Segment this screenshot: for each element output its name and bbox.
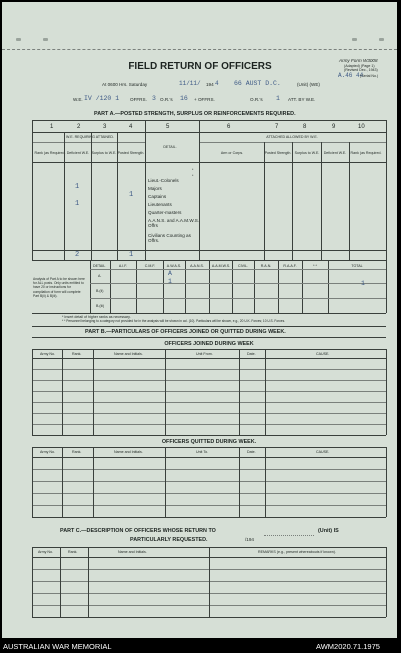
report-year-prefix: 194 (206, 82, 214, 87)
joined-head: Rank. (72, 352, 82, 356)
serial-number-label: (Serial No.) (360, 74, 379, 78)
quitted-title: OFFICERS QUITTED DURING WEEK. (161, 439, 257, 445)
ors2-label: O.R.'s (250, 97, 263, 102)
we-value: IV /120 1 (84, 95, 120, 102)
rank-item: Captains (148, 194, 167, 199)
part-a-heading: PART A.—POSTED STRENGTH, SURPLUS OR REINFORCEMENTS REQUIRED. (94, 111, 296, 117)
analysis-head: A.W.A.S. (166, 264, 182, 268)
analysis-head: DETAIL (93, 264, 106, 268)
quitted-head: Unit To. (196, 450, 209, 454)
deficient-mark: 1 (75, 183, 80, 191)
posted-mark: 1 (129, 191, 134, 199)
part-c-requested: PARTICULARLY REQUESTED. (130, 537, 208, 543)
serial-number-value: A.46 44 (338, 72, 364, 79)
att-label: ATT. BY W.E. (288, 97, 316, 102)
analysis-row-label: B.(iii) (96, 304, 105, 308)
deficient-mark: 1 (75, 200, 80, 208)
offrs-label: OFFRS. (130, 97, 147, 102)
cmf-value: 1 (168, 278, 172, 285)
report-year-value: 4 (215, 80, 219, 87)
adapted-note: (Adapted) (Page 1) (344, 64, 375, 68)
form-sheet: FIELD RETURN OF OFFICERS Army Form W3008 (Adapted) (Page 1) (Revised Dec., 1943) A.46 44 (Serial No.) At 0600 Hrs. Saturday 11/11/ 194 4 66 AUST D.C. (Unit) (WE) W.E. IV /120 1 OFFRS. 3 O.R.'s 16 + OFFRS. O.R.'s 1 ATT. BY W.E. PART A.—POSTED STRENGTH, SURPLUS OR REINFORCEMENTS REQUIRED. 1 2 3 4 5 6 7 8 9 10 W.E. REQUIRING ATTAINED. ATTACHED ALLOWED BY W.E. Rank (as Required. Deficient W.E. Surplus to W.E. Posted Strength. DETAIL. Arm or Corps. Posted Strength. Surplus to W.E. Deficient W.E. Rank (as Required. * * Lieut.-Colonels Majors Captains Lieutenants Quarter-masters A.A.N.S. and A.A.M.W.S. Offrs Civilians Counting as Offrs. 1 1 1 2 1 Analysis of Part A to be shown here for ALL posts. Only units entitled to have 20 or instructions for compilation of form will complete Part B(ii) & B(iii). DETAIL A.I.F. C.M.F. A.W.A.S. A.A.N.S. A.A.M.W.S. CIVIL. R.A.N. R.A.A.F. * * TOTAL A. B.(ii) B.(iii) A 1 1 * Insert detail of higher ranks as necessary. * * Personnel belonging to a category not provided for in the analysis will be shown in col. (10). Particulars will be shown, e.g., 20 U.K. Forces; 10 U.S. Forces. PART B.—PARTICULARS OF OFFICERS JOINED OR QUITTED DURING WEEK. OFFICERS JOINED DURING WEEK Army No. Rank. Name and Initials. Unit From. Date. CAUSE. OFFICERS QUITTED DURING WEEK. Army No. Rank. Name and Initials. Unit To. Date. CAUSE. PART C.—DESCRIPTION OF OFFICERS WHOSE RETURN TO (Unit) IS PARTICULARLY REQUESTED. /194 Army No. Rank. Name and Initials. REMARKS (e.g., present whereabouts if known). (2, 2, 397, 638)
total-deficient: 2 (75, 251, 80, 259)
analysis-note: Analysis of Part A to be shown here for ALL posts. Only units entitled to have 20 or instructions for compilation of form will complete Part B(ii) & B(iii). (33, 277, 85, 298)
footer-left: AUSTRALIAN WAR MEMORIAL (3, 642, 112, 651)
total-posted: 1 (129, 251, 134, 259)
col-head-posted: Posted Strength. (117, 151, 145, 155)
joined-head: Date. (247, 352, 256, 356)
rank-item: Lieut.-Colonels (148, 178, 179, 183)
revised-note: (Revised Dec., 1943) (344, 68, 378, 72)
analysis-total-value: 1 (361, 280, 365, 287)
analysis-head: R.A.A.F. (283, 264, 297, 268)
rank-item: Lieutenants (148, 202, 172, 207)
joined-head: Unit From. (196, 352, 213, 356)
analysis-head: A.I.F. (118, 264, 128, 268)
rank-item: Quarter-masters (148, 210, 182, 215)
col-head-surplus-att: Surplus to W.E. (294, 151, 320, 155)
rank-item: A.A.N.S. and A.A.M.W.S. Offrs (148, 218, 200, 228)
col-head-surplus: Surplus to W.E. (91, 151, 117, 155)
cmf-value: A (168, 270, 172, 277)
analysis-head: C.M.F. (144, 264, 156, 268)
asterisk-mark: * (192, 168, 194, 172)
analysis-row-label: A. (98, 274, 102, 278)
analysis-head: CIVIL. (238, 264, 248, 268)
col-head-arm: Arm or Corps. (220, 151, 244, 155)
col-head-rank-att: Rank (as Required. (350, 151, 382, 155)
quitted-head: Date. (247, 450, 256, 454)
part-c-head: Name and Initials. (118, 550, 147, 554)
quitted-head: Army No. (40, 450, 55, 454)
punch-hole (379, 38, 384, 41)
attached-group-header: ATTACHED ALLOWED BY W.E. (266, 135, 318, 139)
part-c-head: Army No. (38, 550, 53, 554)
footnote: * Insert detail of higher ranks as necessary. (62, 315, 131, 319)
analysis-head: TOTAL (351, 264, 363, 268)
analysis-head: * * (313, 264, 317, 268)
report-date-value: 11/11/ (179, 80, 201, 87)
analysis-head: A.A.N.S. (190, 264, 204, 268)
joined-title: OFFICERS JOINED DURING WEEK (164, 341, 254, 347)
form-title: FIELD RETURN OF OFFICERS (128, 61, 272, 72)
punch-hole (16, 38, 21, 41)
rank-item: Civilians Counting as Offrs. (148, 233, 191, 243)
ors-label: O.R.'s (160, 97, 173, 102)
unit-value: 66 AUST D.C. (234, 80, 281, 87)
analysis-head: A.A.M.W.S. (211, 264, 231, 268)
quitted-head: CAUSE. (316, 450, 330, 454)
quitted-head: Rank. (72, 450, 82, 454)
punch-hole (352, 38, 357, 41)
ors2-value: 1 (276, 95, 280, 102)
footnote: * * Personnel belonging to a category not provided for in the analysis will be shown in col. (10). Particulars will be shown, e.g., 20 U.K. Forces; 10 U.S. Forces. (62, 319, 286, 323)
quitted-head: Name and Initials. (114, 450, 143, 454)
col-head-deficient: Deficient W.E. (66, 151, 90, 155)
part-b-heading: PART B.—PARTICULARS OF OFFICERS JOINED OR QUITTED DURING WEEK. (85, 329, 286, 335)
part-c-heading: PART C.—DESCRIPTION OF OFFICERS WHOSE RETURN TO (60, 528, 216, 534)
analysis-head: R.A.N. (260, 264, 272, 268)
asterisk-mark: * (192, 174, 194, 178)
part-c-head: REMARKS (e.g., present whereabouts if known). (258, 550, 336, 554)
col-head-rank: Rank (as Required. (34, 151, 66, 155)
we-group-header: W.E. REQUIRING ATTAINED. (66, 135, 114, 139)
part-c-date: /194 (245, 537, 254, 542)
joined-head: Army No. (40, 352, 55, 356)
army-form-number: Army Form W3008 (339, 58, 378, 63)
ors-value: 16 (180, 95, 188, 102)
analysis-row-label: B.(ii) (96, 289, 104, 293)
punch-hole (43, 38, 48, 41)
offrs2-label: + OFFRS. (194, 97, 215, 102)
report-time-label: At 0600 Hrs. Saturday (102, 82, 148, 87)
rank-item: Majors (148, 186, 162, 191)
part-c-head: Rank. (68, 550, 78, 554)
we-label: W.E. (73, 97, 83, 102)
col-head-posted-att: Posted Strength. (264, 151, 292, 155)
col-head-detail: DETAIL. (163, 145, 177, 149)
footer-right: AWM2020.71.1975 (316, 642, 380, 651)
col-head-deficient-att: Deficient W.E. (323, 151, 347, 155)
offrs-value: 3 (152, 95, 156, 102)
part-c-unit-suffix: (Unit) IS (318, 528, 339, 534)
joined-head: CAUSE. (316, 352, 330, 356)
joined-head: Name and Initials. (114, 352, 143, 356)
unit-label: (Unit) (WE) (297, 82, 320, 87)
